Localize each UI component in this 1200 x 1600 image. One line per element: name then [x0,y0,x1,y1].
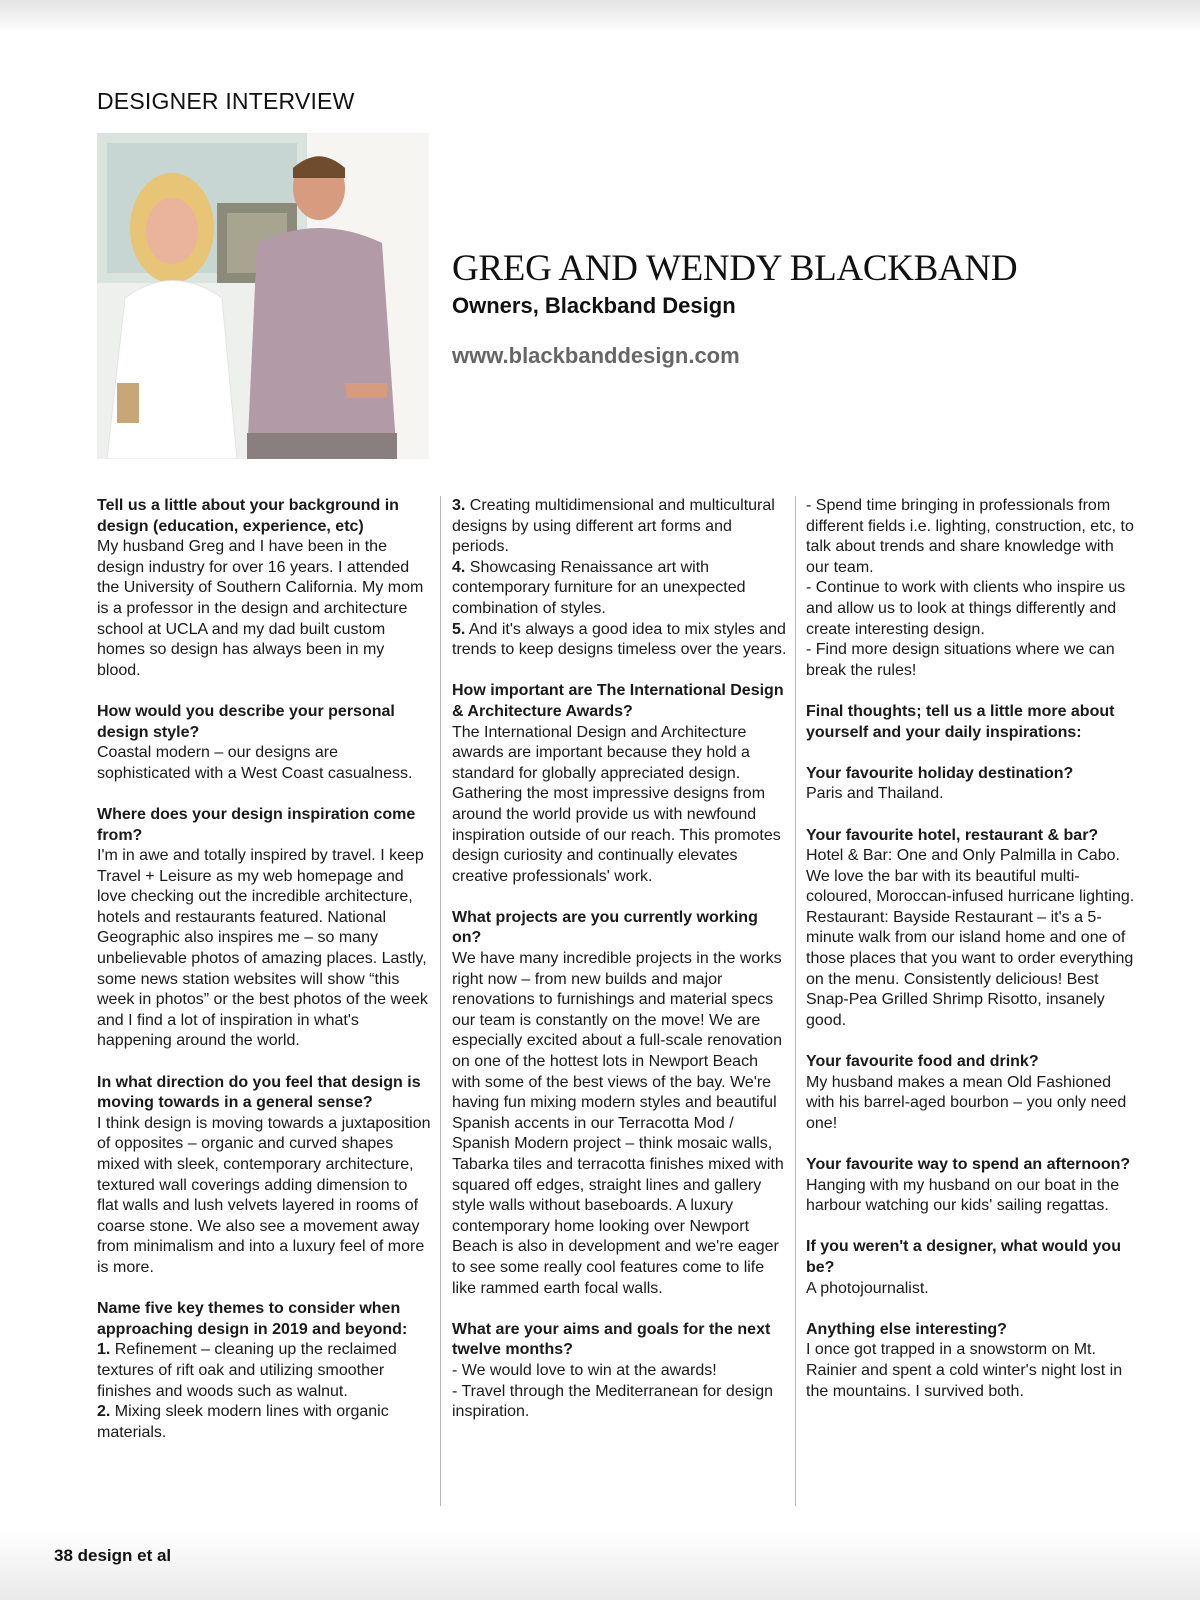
question: What projects are you currently working on? [452,908,758,947]
answer: I once got trapped in a snowstorm on Mt. Rainier and spent a cold winter's night lost in the mountains. I survived both. [806,1341,1123,1400]
theme-text: Refinement – cleaning up the reclaimed textures of rift oak and utilizing smoother finishes and woods such as walnut. [97,1341,397,1400]
question: What are your aims and goals for the next twelve months? [452,1320,771,1359]
designer-name: GREG AND WENDY BLACKBAND [452,248,1018,289]
theme-number: 1. [97,1341,111,1359]
theme-number: 3. [452,497,466,514]
answer: My husband Greg and I have been in the design industry for over 16 years. I attended the University of Southern California. My mom is a professor in the design and architecture school at UCLA and my dad built custom homes so design has always been in my blood. [97,538,424,679]
top-shadow [0,0,1200,34]
answer: Coastal modern – our designs are sophisticated with a West Coast casualness. [97,744,413,782]
page-folio: 38 design et al [54,1546,172,1565]
answer: Paris and Thailand. [806,785,944,803]
answer: Hanging with my husband on our boat in the harbour watching our kids' sailing regattas. [806,1176,1120,1215]
question: How would you describe your personal design style? [97,702,395,741]
goal-item: - Find more design situations where we can break the rules! [806,641,1115,679]
question: Your favourite food and drink? [806,1053,1039,1071]
theme-text: And it's always a good idea to mix styles and trends to keep designs timeless over the years. [452,620,787,659]
column-1 [97,496,431,1443]
goal-item: - Continue to work with clients who inspire us and allow us to look at things differently and create interesting design. [806,579,1126,638]
answer: The International Design and Architecture awards are important because they hold a standard for globally appreciated design. Gathering the most impressive designs from around the world provide us with newfound inspiration outside of our reach. This promotes design curiosity and continually elevates creative professionals' work. [452,723,781,885]
question: Tell us a little about your background in design (education, experience, etc) [97,497,399,535]
question: If you weren't a designer, what would you be? [806,1238,1121,1276]
answer: I think design is moving towards a juxtaposition of opposites – organic and curved shapes mixed with sleek, contemporary architecture, textured wall coverings adding dimension to flat walls and lush velvets layered in rooms of coarse stone. We also see a movement away from minimalism and into a luxury feel of more is more. [97,1114,431,1276]
theme-item [97,1402,431,1443]
column-divider [440,496,441,1506]
theme-item [452,496,788,558]
answer: Restaurant: Bayside Restaurant – it's a 5-minute walk from our island home and one of those places that you want to order everything on the menu. Consistently delicious! Best Snap-Pea Grilled Shrimp Risotto, insanely good. [806,908,1134,1029]
answer: My husband makes a mean Old Fashioned with his barrel-aged bourbon – you only need one! [806,1073,1127,1132]
designer-website[interactable]: www.blackbanddesign.com [452,343,740,368]
theme-number: 4. [452,558,466,576]
goal-item: - Spend time bringing in professionals from different fields i.e. lighting, construction, etc, to talk about trends and share knowledge with our team. [806,497,1134,576]
column-2 [452,496,788,1423]
column-divider [795,496,796,1506]
answer: We have many incredible projects in the works right now – from new builds and major renovations to furnishings and material specs our team is constantly on the move! We are especially excited about a full-scale renovation on one of the hottest lots in Newport Beach with some of the best views of the bay. We're having fun mixing modern styles and beautiful Spanish accents in our Terracotta Mod / Spanish Modern project – think mosaic walls, Tabarka tiles and terracotta finishes mixed with squared off edges, straight lines and gallery style walls without baseboards. A luxury contemporary home looking over Newport Beach is also in development and we're eager to see some really cool features come to life like rammed earth focal walls. [452,950,784,1297]
question: Final thoughts; tell us a little more about yourself and your daily inspirations: [806,702,1115,741]
question: Where does your design inspiration come from? [97,805,416,844]
answer: I'm in awe and totally inspired by travel. I keep Travel + Leisure as my web homepage and love checking out the incredible architecture, hotels and restaurants featured. National Geographic also inspires me – so many unbelievable photos of amazing places. Lastly, some news station websites will show “this week in photos” or the best photos of the week and I find a lot of inspiration in what's happening around the world. [97,847,428,1050]
question: In what direction do you feel that design is moving towards in a general sense? [97,1073,421,1112]
answer: A photojournalist. [806,1279,929,1297]
theme-text: Showcasing Renaissance art with contemporary furniture for an unexpected combination of styles. [452,558,746,617]
theme-text: Mixing sleek modern lines with organic materials. [97,1403,389,1441]
theme-number: 5. [452,620,466,638]
question: Name five key themes to consider when approaching design in 2019 and beyond: [97,1300,408,1338]
bottom-shadow [0,1530,1200,1600]
column-3 [806,496,1140,1402]
portrait-photo [97,133,429,459]
theme-text: Creating multidimensional and multicultural designs by using different art forms and periods. [452,497,775,556]
answer: Hotel & Bar: One and Only Palmilla in Cabo. We love the bar with its beautiful multi-coloured, Moroccan-infused hurricane lighting. [806,847,1135,906]
question: Anything else interesting? [806,1320,1007,1338]
goal-item: - Travel through the Mediterranean for design inspiration. [452,1382,774,1421]
question: Your favourite holiday destination? [806,764,1074,782]
section-label: DESIGNER INTERVIEW [97,88,355,114]
question: How important are The International Design & Architecture Awards? [452,682,784,720]
question: Your favourite hotel, restaurant & bar? [806,826,1099,844]
question: Your favourite way to spend an afternoon? [806,1156,1131,1173]
theme-item [452,620,788,661]
theme-item [452,558,788,620]
theme-item [97,1340,431,1402]
interview-header [452,248,1152,370]
designer-role: Owners, Blackband Design [452,293,736,318]
theme-number: 2. [97,1403,111,1421]
goal-item: - We would love to win at the awards! [452,1361,717,1379]
